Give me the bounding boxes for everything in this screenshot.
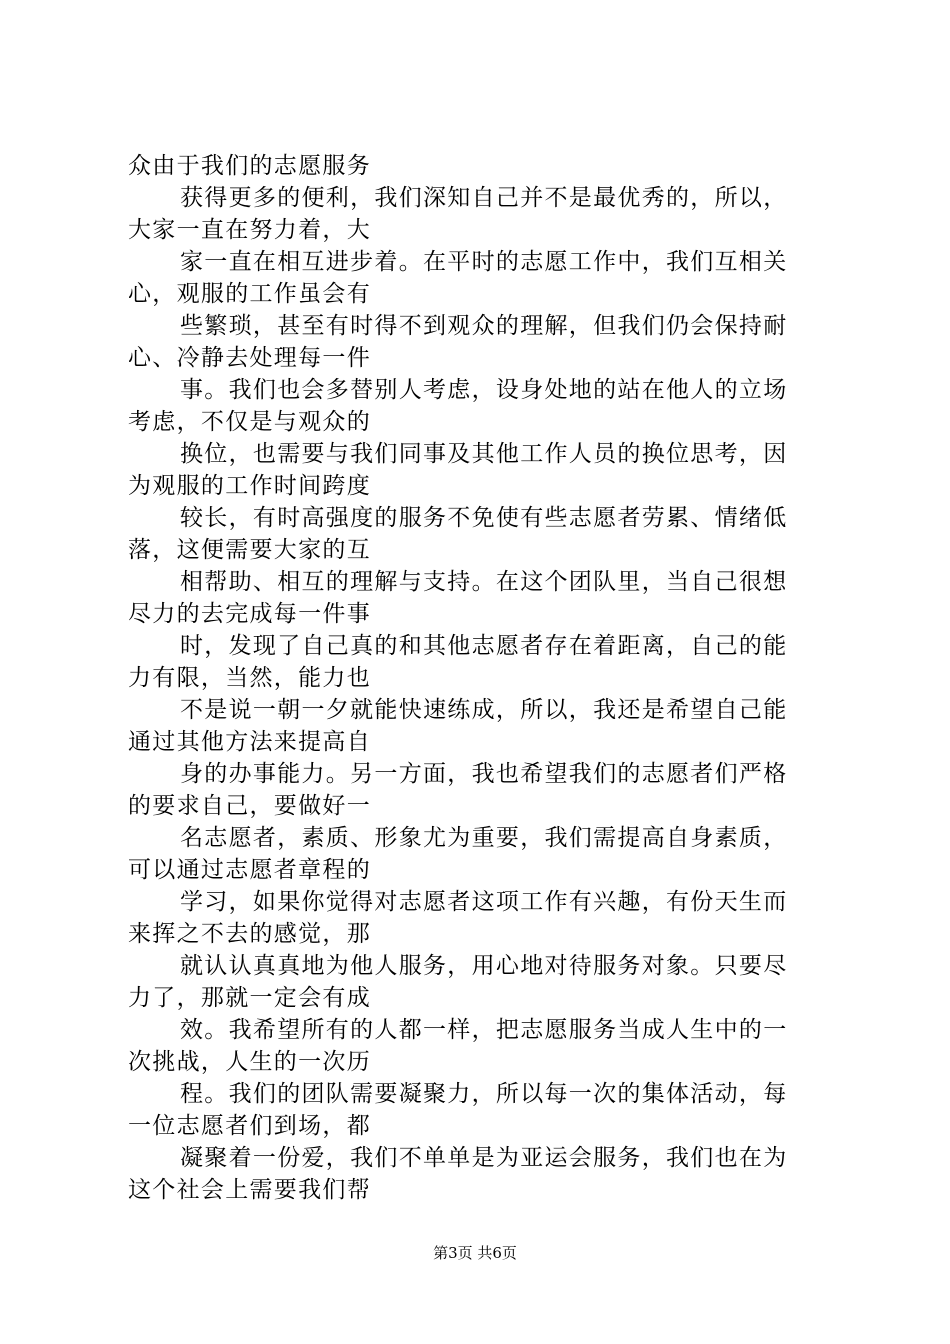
text-line: 效。我希望所有的人都一样，把志愿服务当成人生中的一: [180, 1017, 788, 1043]
text-line: 落，这便需要大家的互: [128, 537, 371, 563]
text-line: 家一直在相互进步着。在平时的志愿工作中，我们互相关: [180, 249, 788, 275]
text-line: 通过其他方法来提高自: [128, 729, 371, 755]
text-line: 时，发现了自己真的和其他志愿者存在着距离，自己的能: [180, 633, 788, 659]
text-line: 次挑战，人生的一次历: [128, 1049, 371, 1075]
body-text: [128, 150, 838, 1206]
text-line: 心、冷静去处理每一件: [128, 345, 371, 371]
text-line: 来挥之不去的感觉，那: [128, 921, 371, 947]
text-line: 事。我们也会多替别人考虑，设身处地的站在他人的立场: [180, 377, 788, 403]
page-number-footer: 第3页 共6页: [433, 1244, 517, 1262]
text-line: 些繁琐，甚至有时得不到观众的理解，但我们仍会保持耐: [180, 313, 788, 339]
text-line: 尽力的去完成每一件事: [128, 601, 371, 627]
text-line: 一位志愿者们到场，都: [128, 1113, 371, 1139]
text-line: 较长，有时高强度的服务不免使有些志愿者劳累、情绪低: [180, 505, 788, 531]
text-line: 不是说一朝一夕就能快速练成，所以，我还是希望自己能: [180, 697, 788, 723]
text-line: 众由于我们的志愿服务: [128, 153, 371, 179]
text-line: 相帮助、相互的理解与支持。在这个团队里，当自己很想: [180, 569, 788, 595]
text-line: 身的办事能力。另一方面，我也希望我们的志愿者们严格: [180, 761, 788, 787]
text-line: 大家一直在努力着，大: [128, 217, 371, 243]
text-line: 为观服的工作时间跨度: [128, 473, 371, 499]
text-line: 的要求自己，要做好一: [128, 793, 371, 819]
text-line: 可以通过志愿者章程的: [128, 857, 371, 883]
text-line: 力了，那就一定会有成: [128, 985, 371, 1011]
text-line: 力有限，当然，能力也: [128, 665, 371, 691]
text-line: 这个社会上需要我们帮: [128, 1177, 371, 1203]
text-line: 名志愿者，素质、形象尤为重要，我们需提高自身素质，: [180, 825, 788, 851]
text-line: 学习，如果你觉得对志愿者这项工作有兴趣，有份天生而: [180, 889, 788, 915]
text-line: 考虑，不仅是与观众的: [128, 409, 371, 435]
text-line: 程。我们的团队需要凝聚力，所以每一次的集体活动，每: [180, 1081, 788, 1107]
text-line: 换位，也需要与我们同事及其他工作人员的换位思考，因: [180, 441, 788, 467]
text-line: 凝聚着一份爱，我们不单单是为亚运会服务，我们也在为: [180, 1145, 788, 1171]
text-line: 获得更多的便利，我们深知自己并不是最优秀的，所以，: [180, 185, 788, 211]
text-line: 心，观服的工作虽会有: [128, 281, 371, 307]
text-line: 就认认真真地为他人服务，用心地对待服务对象。只要尽: [180, 953, 788, 979]
